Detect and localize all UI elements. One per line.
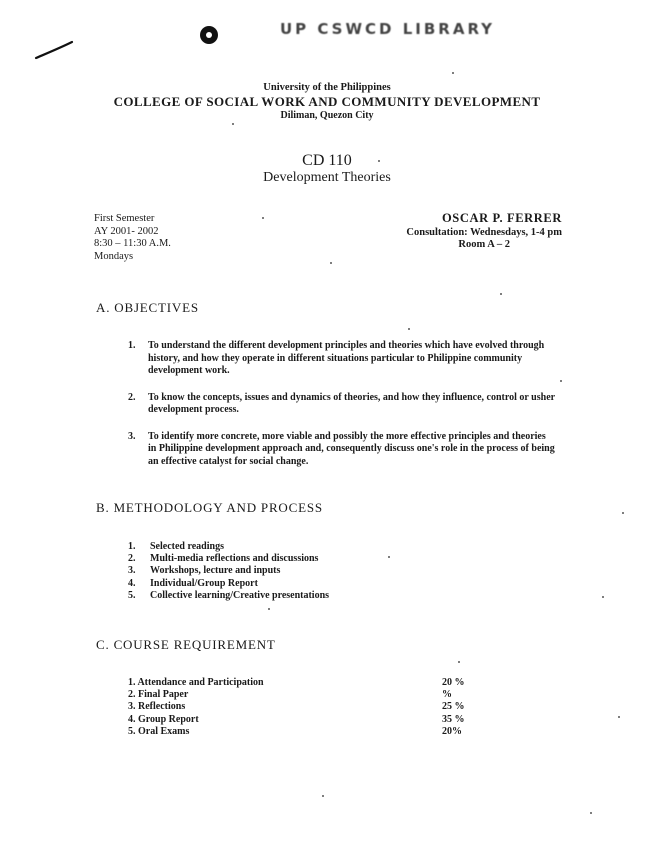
list-item [128, 553, 329, 565]
schedule-block [94, 213, 171, 263]
instructor-name: OSCAR P. FERRER [441, 211, 562, 225]
list-item [128, 565, 329, 577]
academic-year: AY 2001- 2002 [94, 225, 159, 237]
college-location: Diliman, Quezon City [280, 110, 374, 121]
item-number: 1. [128, 340, 136, 351]
scan-speck [322, 795, 324, 797]
library-stamp: UP CSWCD LIBRARY [280, 20, 496, 38]
course-title: Development Theories [263, 170, 391, 185]
methodology-list [128, 541, 329, 602]
item-number: 4. [128, 577, 136, 589]
class-day: Mondays [94, 250, 134, 262]
scan-speck [590, 812, 592, 814]
item-number: 2. [128, 391, 136, 403]
item-text: To understand the different development principles and theories which have evolved through history, and how they operate in different situations particular to Philippine community development work. [148, 340, 545, 376]
list-item [128, 677, 478, 689]
item-number: 5. [128, 589, 136, 601]
pen-mark-icon [0, 38, 80, 68]
item-text: Multi-media reflections and discussions [150, 553, 319, 565]
list-item [128, 701, 478, 713]
instructor-block [406, 212, 562, 252]
scan-speck [378, 160, 380, 162]
requirement-percent: 20% [442, 725, 462, 737]
requirement-percent: 35 % [442, 713, 465, 725]
scan-speck [408, 328, 410, 330]
list-item [128, 714, 478, 726]
requirement-label: 2. Final Paper [128, 689, 189, 701]
scan-speck [602, 596, 604, 598]
class-time: 8:30 – 11:30 A.M. [94, 238, 171, 249]
item-number: 3. [128, 565, 136, 577]
stamp-dot-icon [200, 26, 218, 44]
semester: First Semester [94, 213, 155, 224]
requirements-heading: C. COURSE REQUIREMENT [96, 637, 276, 652]
requirement-label: 5. Oral Exams [128, 725, 190, 737]
requirement-label: 4. Group Report [128, 713, 199, 725]
scan-speck [268, 608, 270, 610]
scan-speck [458, 661, 460, 663]
scan-speck [388, 556, 390, 558]
room: Room A – 2 [458, 239, 510, 250]
requirement-percent: 20 % [442, 677, 465, 688]
university-name: University of the Philippines [263, 82, 391, 93]
list-item [128, 578, 329, 590]
item-number: 3. [128, 430, 136, 442]
item-text: Workshops, lecture and inputs [150, 565, 281, 577]
item-number: 2. [128, 553, 136, 565]
scan-speck [330, 262, 332, 264]
scan-speck [262, 217, 264, 219]
scan-speck [618, 716, 620, 718]
list-item [128, 689, 478, 701]
list-item [128, 541, 329, 553]
scan-speck [232, 123, 234, 125]
requirement-percent: 25 % [442, 701, 465, 713]
methodology-heading: B. METHODOLOGY AND PROCESS [96, 500, 323, 515]
requirements-list [128, 677, 478, 738]
item-text: To know the concepts, issues and dynamics of theories, and how they influence, control or usher development process. [148, 391, 555, 415]
consultation-hours: Consultation: Wednesdays, 1-4 pm [406, 226, 562, 238]
course-code: CD 110 [302, 152, 352, 169]
objectives-heading: A. OBJECTIVES [96, 300, 199, 315]
item-text: To identify more concrete, more viable and possibly the more effective principles and theories in Philippine development approach and, consequently discuss one's role in the process of being an effective catalyst for social change. [148, 430, 555, 467]
objectives-list [128, 340, 556, 482]
item-number: 1. [128, 541, 136, 552]
item-text: Individual/Group Report [150, 577, 258, 589]
list-item [128, 340, 556, 378]
requirement-label: 1. Attendance and Participation [128, 677, 264, 688]
list-item [128, 431, 556, 469]
scan-speck [500, 293, 502, 295]
college-name: COLLEGE OF SOCIAL WORK AND COMMUNITY DEVELOPMENT [113, 94, 541, 109]
list-item [128, 392, 556, 417]
item-text: Selected readings [150, 541, 224, 552]
scan-speck [452, 72, 454, 74]
list-item [128, 726, 478, 738]
requirement-percent: % [442, 689, 452, 701]
requirement-label: 3. Reflections [128, 701, 186, 713]
list-item [128, 590, 329, 602]
scan-speck [622, 512, 624, 514]
scan-speck [560, 380, 562, 382]
item-text: Collective learning/Creative presentations [150, 589, 330, 601]
